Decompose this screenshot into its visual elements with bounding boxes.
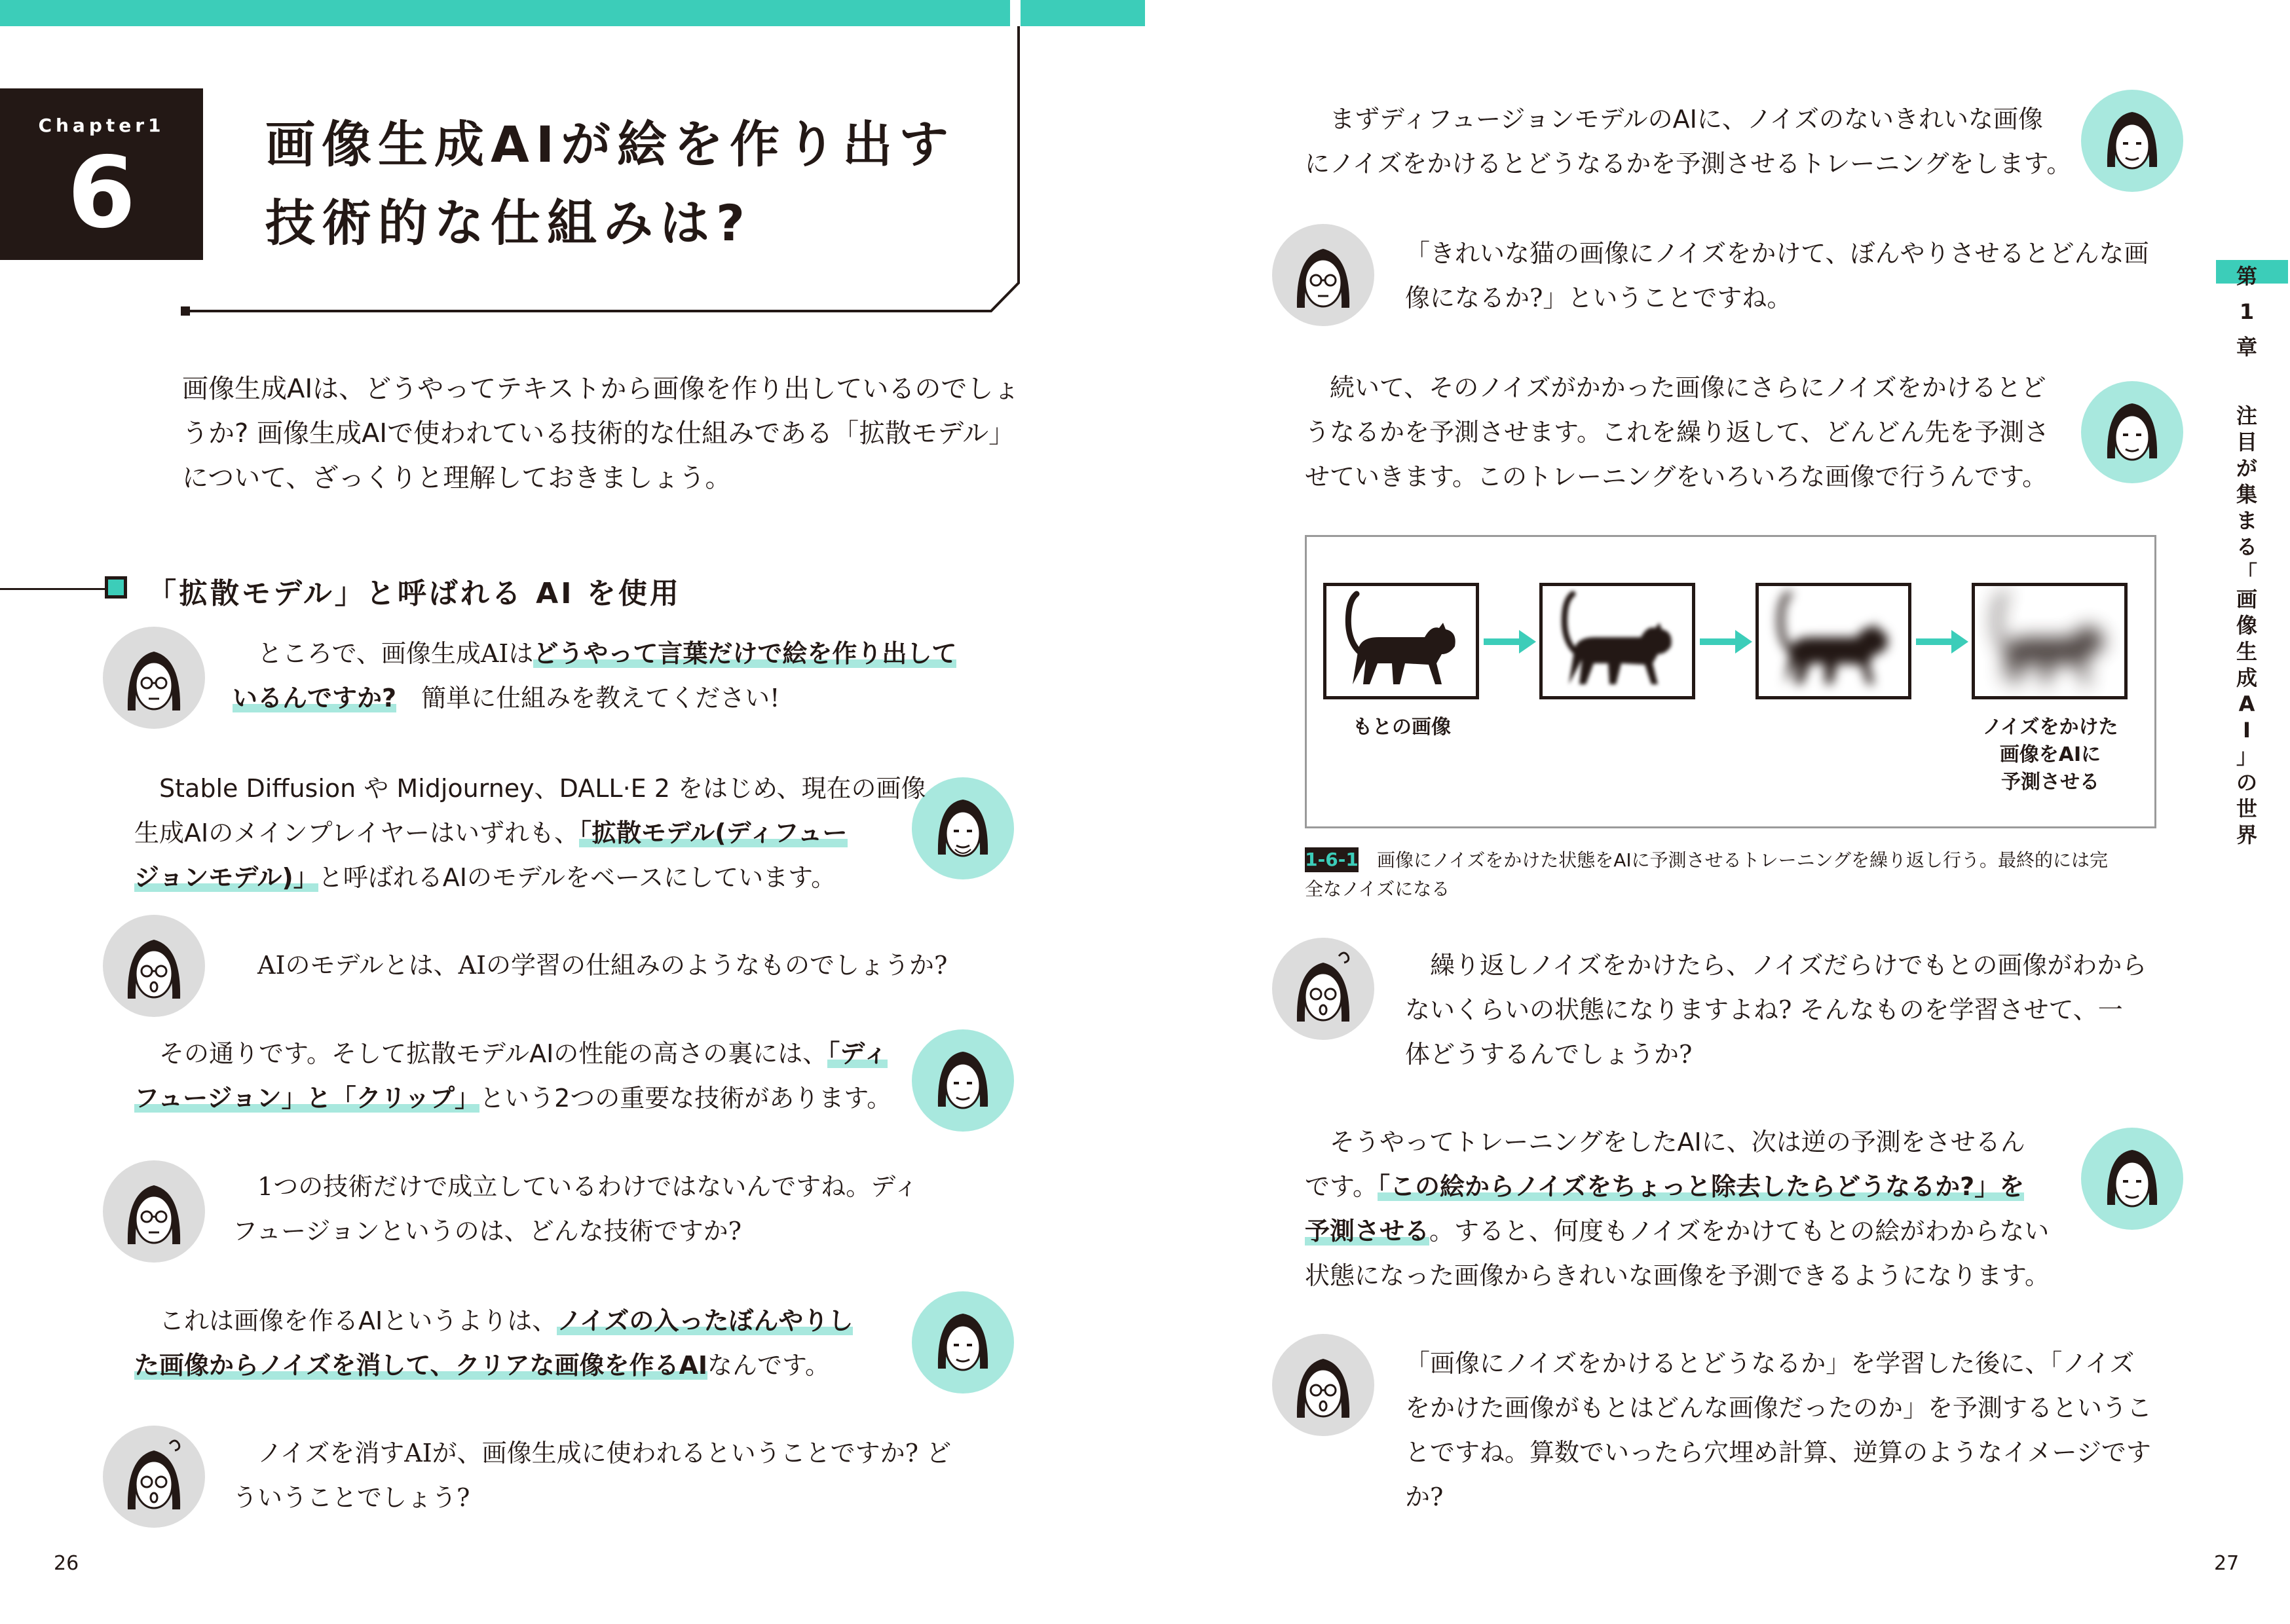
avatar-woman-icon — [102, 625, 206, 730]
dialog-bubble-left-7 — [233, 1431, 951, 1520]
section-rule — [0, 588, 105, 590]
dialog-text: にノイズをかけるとどうなるかを予測させるトレーニングをします。 — [1305, 149, 2072, 178]
dialog-text: 。すると、何度もノイズをかけてもとの絵がわからない — [1429, 1217, 2050, 1246]
dialog-text: これは画像を作るAIというよりは、 — [159, 1306, 557, 1335]
avatar-expert — [2080, 1126, 2185, 1231]
dialog-bubble-right-5 — [1305, 1120, 2050, 1298]
side-index-char: 注 — [2236, 403, 2257, 428]
dialog-text: 簡単に仕組みを教えてください! — [421, 684, 780, 712]
dialog-text: 像になるか?」ということですね。 — [1405, 284, 1792, 312]
intro-line: うか? 画像生成AIで使われている技術的な仕組みである「拡散モデル」 — [182, 418, 1015, 449]
chapter-label: Chapter1 — [38, 115, 165, 136]
figure-label-line: 画像をAIに — [1999, 743, 2101, 766]
dialog-line — [233, 676, 956, 720]
cat-silhouette-icon — [1759, 586, 1908, 696]
avatar-man-icon — [2080, 1126, 2185, 1231]
highlight-text: 「拡散モデル(ディフュー — [579, 819, 848, 847]
dialog-text: 生成AIのメインプレイヤーはいずれも、 — [134, 819, 580, 847]
highlight-text: 「この絵からノイズをちょっと除去したらどうなるか?」を — [1377, 1172, 2025, 1201]
figure-label-original: もとの画像 — [1353, 716, 1451, 739]
side-index-char: 」 — [2236, 744, 2257, 769]
dialog-line — [134, 855, 926, 900]
avatar-woman-icon — [1271, 1333, 1376, 1437]
dialog-text: 繰り返しノイズをかけたら、ノイズだらけでもとの画像がわから — [1430, 951, 2147, 980]
dialog-line — [134, 1076, 892, 1120]
dialog-text: うなるかを予測させます。これを繰り返して、どんどん先を予測さ — [1305, 418, 2050, 447]
dialog-line — [1405, 1341, 2152, 1386]
highlight-text: ジョンモデル)」 — [134, 863, 318, 892]
section-marker — [105, 576, 127, 599]
page-number-left: 26 — [54, 1552, 79, 1575]
dialog-text: 体どうするんでしょうか? — [1405, 1040, 1693, 1069]
dialog-bubble-left-2 — [134, 766, 926, 900]
dialog-bubble-right-6 — [1405, 1341, 2152, 1519]
figure-frame-noise-3 — [1972, 583, 2128, 699]
dialog-line — [1305, 1253, 2050, 1298]
avatar-expert — [2080, 88, 2185, 193]
avatar-man-icon — [910, 1290, 1015, 1395]
arrow-right-icon — [1484, 629, 1536, 655]
highlight-text: いるんですか? — [233, 684, 397, 712]
dialog-text: か? — [1405, 1483, 1444, 1511]
highlight-text: た画像からノイズを消して、クリアな画像を作るAI — [134, 1351, 707, 1380]
avatar-man-icon — [2080, 88, 2185, 193]
dialog-text: Stable Diffusion や Midjourney、DALL·E 2 をはじめ、現在の画像 — [159, 774, 926, 803]
avatar-woman-icon — [102, 913, 206, 1018]
arrow-right-icon — [1700, 629, 1752, 655]
highlight-text: どうやって言葉だけで絵を作り出して — [533, 639, 957, 668]
dialog-line — [1305, 1120, 2050, 1164]
intro-line: 画像生成AIは、どうやってテキストから画像を作り出しているのでしょ — [182, 374, 1020, 404]
side-index-char: 界 — [2236, 822, 2257, 847]
side-index-char: 章 — [2236, 335, 2257, 360]
side-index-char: 「 — [2236, 561, 2257, 585]
dialog-bubble-left-1 — [233, 631, 956, 720]
cat-silhouette-icon — [1543, 586, 1692, 696]
dialog-line — [1405, 1430, 2152, 1475]
side-index-char: A — [2238, 692, 2255, 716]
avatar-woman-icon — [102, 1159, 206, 1264]
dialog-text: なんです。 — [707, 1351, 830, 1380]
intro-paragraph — [182, 367, 1020, 500]
dialog-line — [134, 766, 926, 811]
dialog-line — [1405, 1032, 2147, 1077]
side-index-char: が — [2236, 456, 2257, 481]
side-index-chapter — [2234, 263, 2260, 360]
side-index-title — [2234, 403, 2260, 848]
avatar-woman-icon — [1271, 223, 1376, 327]
cat-silhouette-icon — [1975, 586, 2124, 696]
dialog-bubble-right-1 — [1305, 97, 2071, 186]
side-index-char: 生 — [2236, 639, 2257, 664]
dialog-bubble-right-4 — [1405, 943, 2147, 1077]
dialog-line — [1305, 97, 2071, 141]
dialog-text: 状態になった画像からきれいな画像を予測できるようになります。 — [1305, 1261, 2050, 1290]
chapter-number: 6 — [67, 136, 136, 250]
dialog-text: 「きれいな猫の画像にノイズをかけて、ぼんやりさせるとどんな画 — [1405, 239, 2149, 268]
dialog-text: 1つの技術だけで成立しているわけではないんですね。ディ — [257, 1172, 919, 1201]
caption-line: 全なノイズになる — [1305, 878, 1450, 900]
side-index-char: の — [2236, 770, 2257, 795]
dialog-line — [1405, 987, 2147, 1032]
dialog-text: ういうことでしょう? — [233, 1483, 470, 1512]
dialog-line — [1405, 276, 2149, 320]
dialog-text: ノイズを消すAIが、画像生成に使われるということですか? ど — [257, 1439, 952, 1467]
dialog-text: ないくらいの状態になりますよね? そんなものを学習させて、一 — [1405, 995, 2123, 1024]
side-index-char: 目 — [2236, 430, 2257, 454]
figure-number: 1-6-1 — [1305, 847, 1359, 872]
figure-caption — [1305, 846, 2163, 904]
highlight-text: 「ディ — [827, 1039, 888, 1068]
dialog-line — [134, 1343, 853, 1388]
page-title-line2: 技術的な仕組みは? — [265, 194, 752, 252]
dialog-line — [233, 1431, 951, 1475]
dialog-text: とですね。算数でいったら穴埋め計算、逆算のようなイメージです — [1405, 1438, 2151, 1467]
dialog-bubble-left-5 — [233, 1164, 918, 1253]
arrow-right-icon — [1916, 629, 1968, 655]
avatar-man-icon — [2080, 380, 2185, 485]
dialog-text: ところで、画像生成AIは — [257, 639, 534, 668]
dialog-text: その通りです。そして拡散モデルAIの性能の高さの裏には、 — [159, 1039, 828, 1068]
dialog-line — [134, 1299, 853, 1343]
dialog-line — [1305, 1164, 2050, 1209]
dialog-line — [233, 1475, 951, 1520]
avatar-questioner — [102, 625, 206, 730]
side-index-char: I — [2243, 718, 2251, 743]
dialog-text: フュージョンというのは、どんな技術ですか? — [233, 1217, 741, 1246]
figure-label-noised — [1959, 714, 2142, 796]
dialog-line — [1405, 1386, 2152, 1430]
caption-line: 画像にノイズをかけた状態をAIに予測させるトレーニングを繰り返し行う。最終的には完 — [1377, 849, 2109, 871]
avatar-questioner — [1271, 936, 1376, 1041]
dialog-line — [1405, 1475, 2152, 1519]
avatar-expert — [910, 1290, 1015, 1395]
avatar-questioner — [102, 1424, 206, 1529]
chapter-badge — [0, 88, 203, 260]
page-title-line1: 画像生成AIが絵を作り出す — [265, 115, 956, 174]
side-index-char: る — [2236, 534, 2257, 559]
side-index-char: 集 — [2236, 482, 2257, 507]
intro-line: について、ざっくりと理解しておきましょう。 — [182, 463, 732, 493]
dialog-line — [134, 811, 926, 855]
cat-silhouette-icon — [1326, 586, 1476, 696]
page-number-right: 27 — [2214, 1552, 2240, 1575]
dialog-bubble-right-2 — [1405, 231, 2149, 320]
side-index-char: 1 — [2239, 299, 2255, 324]
highlight-text: フュージョン」と「クリップ」 — [134, 1084, 480, 1113]
dialog-line — [233, 1164, 918, 1209]
dialog-line — [233, 1209, 918, 1253]
dialog-line — [1405, 231, 2149, 276]
dialog-line — [1305, 141, 2071, 186]
figure-frame-original — [1323, 583, 1479, 699]
avatar-questioner — [1271, 1333, 1376, 1437]
dialog-text: と呼ばれるAIのモデルをベースにしています。 — [318, 863, 836, 892]
dialog-line — [1405, 943, 2147, 987]
dialog-line — [1305, 1209, 2050, 1253]
dialog-text: AIのモデルとは、AIの学習の仕組みのようなものでしょうか? — [257, 951, 948, 980]
side-index-char: 画 — [2236, 587, 2257, 612]
figure-label-line: 予測させる — [2001, 771, 2099, 794]
highlight-text: 予測させる — [1305, 1217, 1430, 1246]
dialog-text: まずディフュージョンモデルのAIに、ノイズのないきれいな画像 — [1330, 105, 2044, 134]
highlight-text: ノイズの入ったぼんやりし — [557, 1306, 854, 1335]
dialog-text: です。 — [1305, 1172, 1378, 1201]
side-index-char: 像 — [2236, 613, 2257, 638]
section-heading: 「拡散モデル」と呼ばれる AI を使用 — [147, 577, 681, 610]
dialog-text: をかけた画像がもとはどんな画像だったのか」を予測するというこ — [1405, 1393, 2152, 1422]
dialog-line — [1305, 365, 2049, 410]
avatar-expert — [910, 776, 1015, 881]
dialog-line — [134, 1031, 892, 1076]
dialog-bubble-left-6 — [134, 1299, 853, 1388]
figure-frame-noise-2 — [1755, 583, 1911, 699]
avatar-woman-confused-icon — [102, 1424, 206, 1529]
dialog-line — [1305, 454, 2049, 499]
dialog-text: 続いて、そのノイズがかかった画像にさらにノイズをかけるとど — [1330, 373, 2046, 402]
dialog-line — [1305, 410, 2049, 454]
dialog-text: せていきます。このトレーニングをいろいろな画像で行うんです。 — [1305, 462, 2048, 491]
dialog-bubble-right-3 — [1305, 365, 2049, 499]
dialog-bubble-left-4 — [134, 1031, 892, 1120]
dialog-line — [233, 943, 947, 987]
dialog-text: という2つの重要な技術があります。 — [479, 1084, 892, 1113]
side-index-char: 第 — [2236, 264, 2257, 289]
dialog-bubble-left-3 — [233, 943, 947, 987]
dialog-text: 「画像にノイズをかけるとどうなるか」を学習した後に、「ノイズ — [1405, 1349, 2135, 1378]
avatar-expert — [2080, 380, 2185, 485]
avatar-questioner — [102, 913, 206, 1018]
avatar-woman-confused-icon — [1271, 936, 1376, 1041]
avatar-questioner — [102, 1159, 206, 1264]
figure-frame-noise-1 — [1539, 583, 1695, 699]
side-index-char: 世 — [2236, 796, 2257, 821]
figure-label-line: ノイズをかけた — [1982, 716, 2118, 739]
side-index-char: ま — [2236, 508, 2257, 533]
dialog-text: そうやってトレーニングをしたAIに、次は逆の予測をさせるん — [1330, 1128, 2025, 1156]
dialog-line — [233, 631, 956, 676]
avatar-expert — [910, 1028, 1015, 1133]
avatar-questioner — [1271, 223, 1376, 327]
side-index-char: 成 — [2236, 665, 2257, 690]
avatar-man-icon — [910, 1028, 1015, 1133]
avatar-man-icon — [910, 776, 1015, 881]
